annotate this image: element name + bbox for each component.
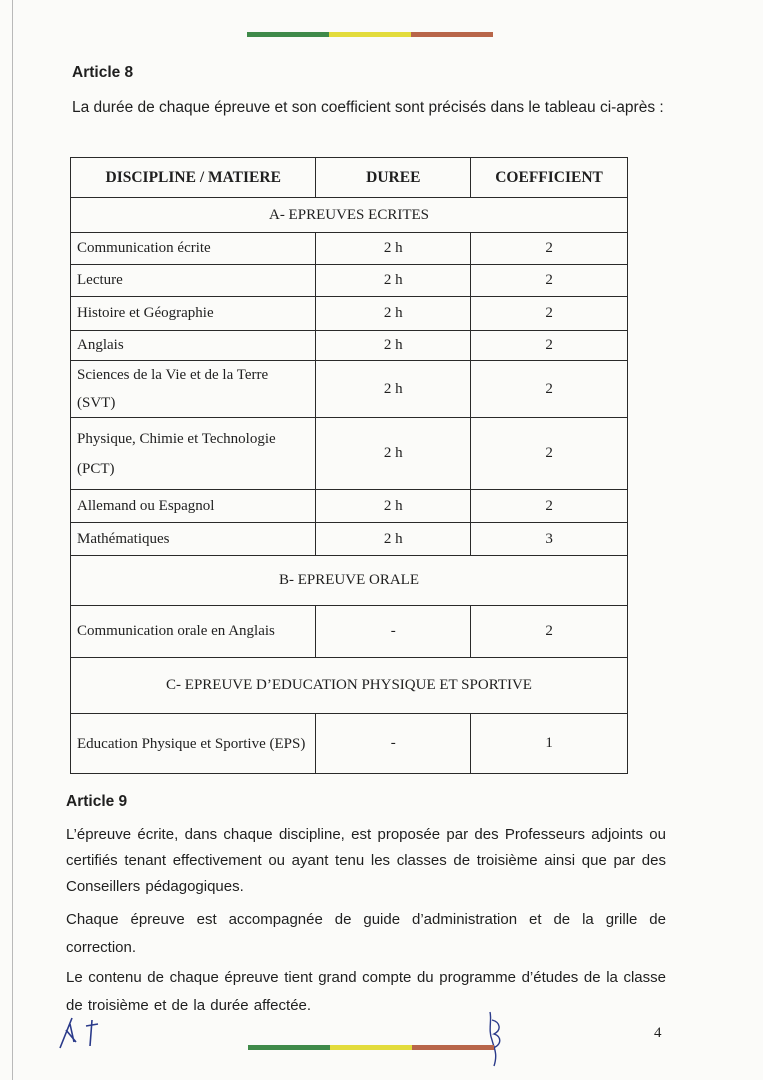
coef-cell: 2 [471, 265, 628, 297]
duration-cell: 2 h [316, 331, 471, 361]
table-row [71, 523, 628, 556]
flag-yellow [330, 1045, 412, 1050]
subject-cell: Anglais [71, 331, 316, 361]
coef-cell: 2 [471, 297, 628, 331]
coef-cell: 2 [471, 606, 628, 658]
flag-green [248, 1045, 330, 1050]
article-9-paragraph-1: L’épreuve écrite, dans chaque discipline, est proposée par des Professeurs adjoints ou certifiés tenant effectivement ou ayant tenu les classes de troisième ainsi que par des Conseillers pédagogiques. [66, 826, 666, 895]
flag-green [247, 32, 329, 37]
article-9-title: Article 9 [66, 793, 128, 810]
duration-cell: 2 h [316, 265, 471, 297]
flag-yellow [329, 32, 411, 37]
coef-cell: 2 [471, 361, 628, 418]
table-row [71, 418, 628, 490]
section-row-written [71, 198, 628, 233]
subject-cell: Mathématiques [71, 523, 316, 556]
table-row [71, 714, 628, 774]
duration-cell: - [316, 714, 471, 774]
initials-signature-right [484, 1010, 508, 1070]
coef-cell: 2 [471, 490, 628, 523]
table-row [71, 361, 628, 418]
table-row [71, 297, 628, 331]
duration-cell: 2 h [316, 297, 471, 331]
subject-cell: Histoire et Géographie [71, 297, 316, 331]
coef-cell: 2 [471, 418, 628, 490]
duration-cell: 2 h [316, 361, 471, 418]
table-row [71, 331, 628, 361]
table-row [71, 265, 628, 297]
page-number: 4 [654, 1025, 662, 1041]
table-row [71, 233, 628, 265]
section-written-label: A- EPREUVES ECRITES [71, 198, 628, 233]
initials-signature-left [58, 1012, 108, 1052]
table-header-row [71, 158, 628, 198]
coef-cell: 2 [471, 331, 628, 361]
header-coefficient: COEFFICIENT [471, 158, 628, 198]
subject-cell: Allemand ou Espagnol [71, 490, 316, 523]
section-row-sport [71, 658, 628, 714]
coef-cell: 3 [471, 523, 628, 556]
coef-cell: 1 [471, 714, 628, 774]
article-9-paragraph-3: Le contenu de chaque épreuve tient grand compte du programme d’études de la classe de troisième et de la durée affectée. [66, 969, 666, 1014]
subject-cell: Communication orale en Anglais [71, 606, 316, 658]
subject-cell: Education Physique et Sportive (EPS) [71, 714, 316, 774]
flag-stripe-bottom [248, 1045, 494, 1050]
subject-cell: Physique, Chimie et Technologie (PCT) [71, 418, 316, 490]
article-8-text: La durée de chaque épreuve et son coefficient sont précisés dans le tableau ci-après : [72, 99, 664, 116]
section-oral-label: B- EPREUVE ORALE [71, 556, 628, 606]
article-9-paragraph-2: Chaque épreuve est accompagnée de guide d’administration et de la grille de correction. [66, 911, 666, 956]
subject-cell: Lecture [71, 265, 316, 297]
flag-red [411, 32, 493, 37]
section-sport-label: C- EPREUVE D’EDUCATION PHYSIQUE ET SPORTIVE [71, 658, 628, 714]
table-row [71, 606, 628, 658]
page-margin-line [12, 0, 13, 1080]
subject-cell: Communication écrite [71, 233, 316, 265]
duration-cell: 2 h [316, 418, 471, 490]
header-discipline: DISCIPLINE / MATIERE [71, 158, 316, 198]
duration-cell: - [316, 606, 471, 658]
article-8-title: Article 8 [72, 64, 134, 81]
table-row [71, 490, 628, 523]
duration-cell: 2 h [316, 523, 471, 556]
duration-cell: 2 h [316, 233, 471, 265]
flag-stripe-top [247, 32, 493, 37]
coef-cell: 2 [471, 233, 628, 265]
header-duration: DUREE [316, 158, 471, 198]
subject-cell: Sciences de la Vie et de la Terre (SVT) [71, 361, 316, 418]
flag-red [412, 1045, 494, 1050]
exam-table [70, 157, 628, 774]
duration-cell: 2 h [316, 490, 471, 523]
section-row-oral [71, 556, 628, 606]
